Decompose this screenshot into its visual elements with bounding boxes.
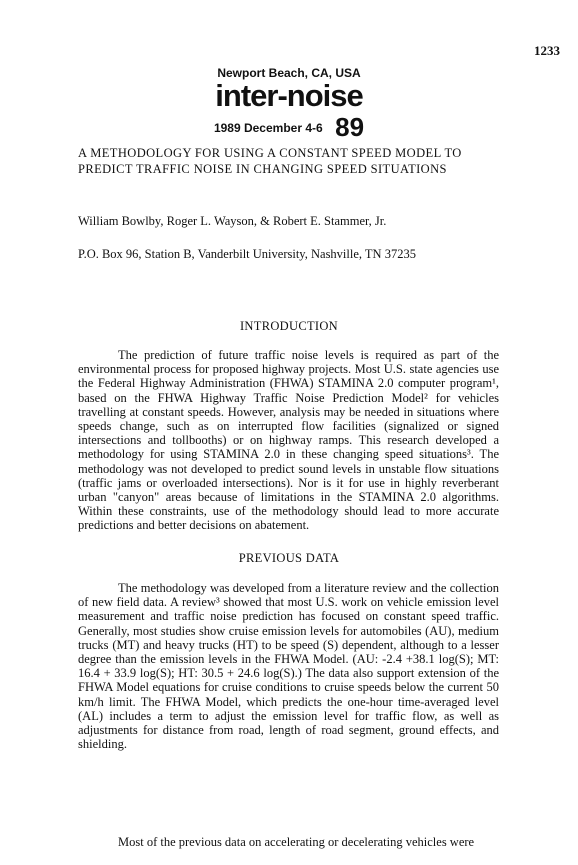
paper-address: P.O. Box 96, Station B, Vanderbilt University, Nashville, TN 37235 <box>78 247 416 261</box>
conference-date: 1989 December 4-6 <box>213 120 323 135</box>
conference-location: Newport Beach, CA, USA <box>217 66 361 80</box>
conference-date-row <box>0 112 578 143</box>
previous-data-paragraph-1: The methodology was developed from a literature review and the collection of new field data. A review³ showed that most U.S. work on vehicle emission level measurement and traffic noise prediction has focused on constant speed traffic. Generally, most studies show cruise emission levels for automobiles (AU), medium trucks (MT) and heavy trucks (HT) to be speed (S) dependent, although to a lesser degree than the emission levels in the FHWA Model. (AU: -2.4 +38.1 log(S); MT: 16.4 + 33.9 log(S); HT: 30.5 + 24.6 log(S).) The data also support extension of the FHWA Model equations for cruise conditions to cruise speeds below the current 50 km/h limit. The FHWA Model, which predicts the one-hour time-averaged level (AL) includes a term to adjust the emission level for traffic flow, as well as adjustments for distance from road, length of road segment, ground effects, and shielding. <box>78 581 499 752</box>
previous-data-paragraph-2: Most of the previous data on accelerating or decelerating vehicles were <box>118 835 475 849</box>
section-heading-previous-data: PREVIOUS DATA <box>238 551 340 565</box>
paper-authors: William Bowlby, Roger L. Wayson, & Robert E. Stammer, Jr. <box>78 214 387 228</box>
section-heading-introduction: INTRODUCTION <box>239 319 339 333</box>
conference-year: 89 <box>335 112 365 142</box>
conference-logo: inter-noise <box>215 78 363 113</box>
introduction-paragraph: The prediction of future traffic noise levels is required as part of the environmental process for proposed highway projects. Most U.S. state agencies use the Federal Highway Administration (FHWA) STAMINA 2.0 computer program¹, based on the FHWA Highway Traffic Noise Prediction Model² for vehicles travelling at constant speeds. However, analysis may be needed in situations where speeds change, such as on interrupted flow facilities (signalized or signed intersections and tollbooths) or on highway ramps. This research developed a methodology for using STAMINA 2.0 in these changing speed situations³. The methodology was not developed to predict sound levels in unstable flow situations (traffic jams or overloaded intersections). Nor is it for use in highly reverberant urban "canyon" areas because of limitations in the STAMINA 2.0 algorithms. Within these constraints, use of the methodology should lead to more accurate predictions and better decisions on abatement. <box>78 348 499 533</box>
paper-title: A METHODOLOGY FOR USING A CONSTANT SPEED MODEL TO PREDICT TRAFFIC NOISE IN CHANGING SPEED SITUATIONS <box>78 146 462 176</box>
page-number: 1233 <box>534 43 560 58</box>
